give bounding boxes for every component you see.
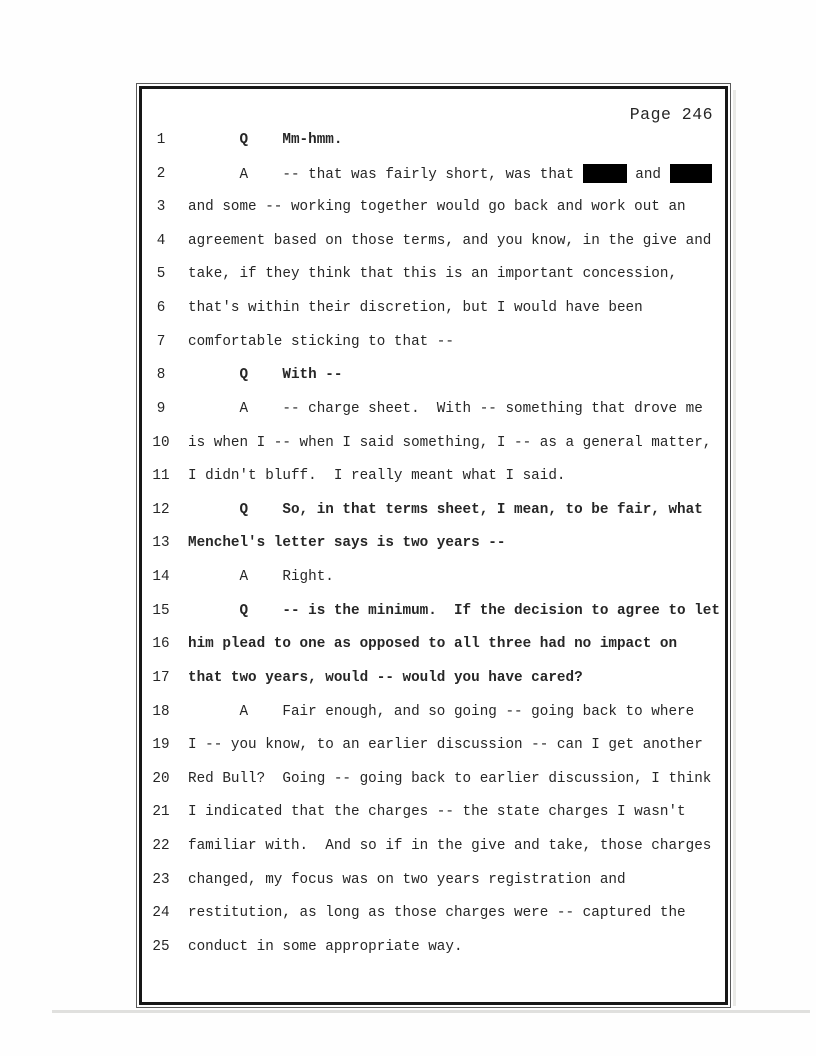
transcript-line bbox=[142, 769, 725, 789]
line-text: A Fair enough, and so going -- going back to where bbox=[188, 703, 695, 720]
line-text: changed, my focus was on two years registration and bbox=[188, 871, 626, 888]
line-number: 2 bbox=[156, 165, 166, 182]
line-number: 25 bbox=[152, 938, 170, 955]
line-text: I indicated that the charges -- the state charges I wasn't bbox=[188, 804, 686, 821]
line-number: 20 bbox=[152, 770, 170, 787]
line-number: 10 bbox=[152, 434, 170, 451]
line-text: him plead to one as opposed to all three had no impact on bbox=[188, 636, 678, 653]
line-text: that two years, would -- would you have cared? bbox=[188, 669, 583, 686]
line-number: 13 bbox=[152, 535, 170, 552]
transcript-line bbox=[142, 702, 725, 722]
transcript-line bbox=[142, 870, 725, 890]
line-number: 12 bbox=[152, 501, 170, 518]
line-number: 19 bbox=[152, 737, 170, 754]
line-number: 24 bbox=[152, 905, 170, 922]
line-text: Q Mm-hmm. bbox=[188, 132, 343, 148]
line-number: 11 bbox=[152, 468, 170, 485]
transcript-line bbox=[142, 735, 725, 755]
line-text: that's within their discretion, but I would have been bbox=[188, 300, 643, 317]
transcript-line bbox=[142, 533, 725, 553]
line-number: 8 bbox=[156, 367, 166, 384]
line-text: Red Bull? Going -- going back to earlier discussion, I think bbox=[188, 770, 712, 787]
line-number: 18 bbox=[152, 703, 170, 720]
transcript-line bbox=[142, 466, 725, 486]
line-text: I didn't bluff. I really meant what I said. bbox=[188, 468, 566, 485]
line-text: Q With -- bbox=[188, 367, 343, 384]
transcript-line bbox=[142, 802, 725, 822]
line-text: A Right. bbox=[188, 569, 334, 586]
transcript-line bbox=[142, 567, 725, 587]
line-text: agreement based on those terms, and you know, in the give and bbox=[188, 232, 712, 249]
redaction-bar bbox=[583, 164, 627, 183]
transcript-line bbox=[142, 130, 725, 150]
transcript-line bbox=[142, 197, 725, 217]
transcript-line bbox=[142, 433, 725, 453]
line-number: 17 bbox=[152, 669, 170, 686]
line-text: and some -- working together would go back and work out an bbox=[188, 199, 686, 216]
line-text: Q -- is the minimum. If the decision to agree to let bbox=[188, 602, 720, 619]
line-number: 9 bbox=[156, 400, 166, 417]
line-number: 7 bbox=[156, 333, 166, 350]
line-text: A -- charge sheet. With -- something that drove me bbox=[188, 400, 703, 417]
page-number-label: Page 246 bbox=[629, 105, 713, 124]
transcript-line bbox=[142, 634, 725, 654]
line-text: I -- you know, to an earlier discussion -- can I get another bbox=[188, 737, 703, 754]
page-border bbox=[139, 86, 728, 1005]
scan-edge-shade bbox=[733, 90, 736, 1006]
line-number: 3 bbox=[156, 199, 166, 216]
transcript-line bbox=[142, 399, 725, 419]
transcript-line bbox=[142, 937, 725, 957]
line-number: 6 bbox=[156, 300, 166, 317]
transcript-page bbox=[136, 83, 731, 1008]
transcript-line bbox=[142, 903, 725, 923]
transcript-line bbox=[142, 500, 725, 520]
line-number: 5 bbox=[156, 266, 166, 283]
line-text: comfortable sticking to that -- bbox=[188, 333, 454, 350]
line-text: is when I -- when I said something, I -- as a general matter, bbox=[188, 434, 712, 451]
line-number: 15 bbox=[152, 602, 170, 619]
line-text: restitution, as long as those charges were -- captured the bbox=[188, 905, 686, 922]
line-number: 14 bbox=[152, 569, 170, 586]
line-number: 23 bbox=[152, 871, 170, 888]
line-text: A -- that was fairly short, was that and bbox=[188, 164, 712, 185]
line-text: take, if they think that this is an important concession, bbox=[188, 266, 678, 283]
line-text: conduct in some appropriate way. bbox=[188, 938, 463, 955]
line-text: familiar with. And so if in the give and take, those charges bbox=[188, 838, 712, 855]
scan-streak-artifact bbox=[52, 1010, 810, 1013]
transcript-line bbox=[142, 836, 725, 856]
transcript-line bbox=[142, 365, 725, 385]
redaction-bar bbox=[670, 164, 712, 183]
transcript-line bbox=[142, 231, 725, 251]
line-number: 21 bbox=[152, 804, 170, 821]
line-text: Menchel's letter says is two years -- bbox=[188, 535, 506, 552]
line-number: 22 bbox=[152, 838, 170, 855]
page-content bbox=[142, 89, 725, 1002]
transcript-line bbox=[142, 264, 725, 284]
line-number: 4 bbox=[156, 232, 166, 249]
transcript-line bbox=[142, 332, 725, 352]
transcript-line bbox=[142, 668, 725, 688]
line-text: Q So, in that terms sheet, I mean, to be fair, what bbox=[188, 501, 703, 518]
transcript-line bbox=[142, 164, 725, 184]
line-number: 16 bbox=[152, 636, 170, 653]
line-number: 1 bbox=[156, 132, 166, 148]
transcript-line bbox=[142, 298, 725, 318]
transcript-line bbox=[142, 601, 725, 621]
